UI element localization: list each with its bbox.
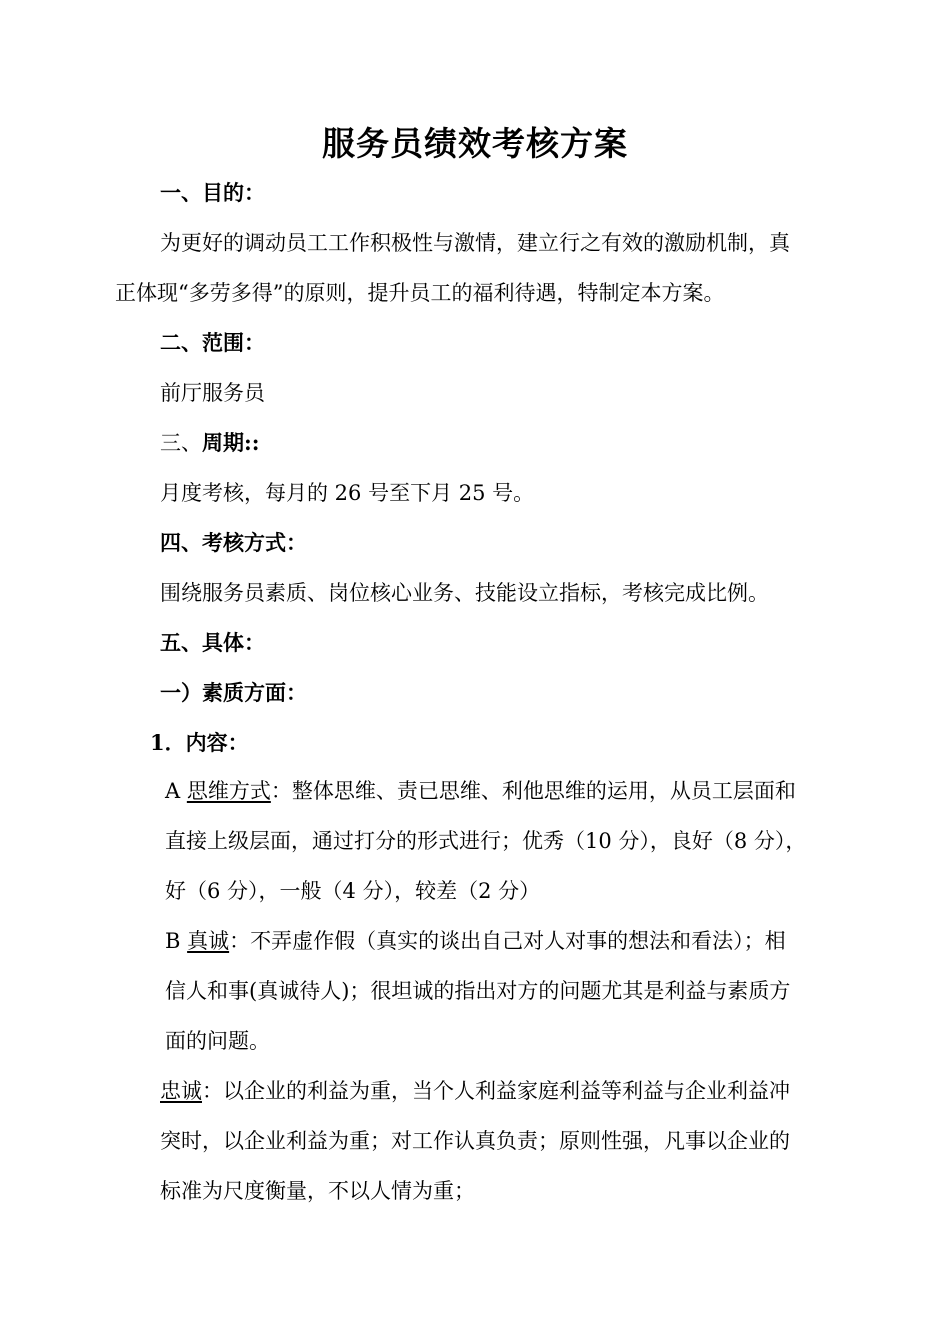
item-c-line-2: 突时，以企业利益为重；对工作认真负责；原则性强，凡事以企业的 — [160, 1129, 790, 1153]
item-c-line-3: 标准为尺度衡量，不以人情为重； — [160, 1179, 475, 1203]
item-b-text-1: ：不弄虚作假（真实的谈出自己对人对事的想法和看法）；相 — [229, 929, 786, 953]
item-c-text-1: ：以企业的利益为重，当个人利益家庭利益等利益与企业利益冲 — [202, 1079, 790, 1103]
item-c-line-1 — [160, 1076, 790, 1106]
section-1-line-1: 为更好的调动员工工作积极性与激情，建立行之有效的激励机制，真 — [160, 231, 790, 255]
item-a-line-2: 直接上级层面，通过打分的形式进行；优秀（10 分），良好（8 分）， — [165, 829, 807, 853]
item-c-term: 忠诚 — [160, 1079, 202, 1103]
item-b-term: 真诚 — [187, 929, 230, 953]
item-a-term: 思维方式 — [186, 779, 271, 803]
section-2-heading: 二、范围： — [160, 330, 265, 355]
item-b-line-1 — [165, 926, 786, 956]
section-1-line-2: 正体现“多劳多得”的原则，提升员工的福利待遇，特制定本方案。 — [115, 281, 725, 305]
section-3-heading-label: 周期:: — [202, 430, 260, 455]
section-1-heading: 一、目的： — [160, 180, 265, 205]
subsection-quality-heading: 一）素质方面： — [160, 680, 307, 705]
section-5-heading: 五、具体： — [160, 630, 265, 655]
item-b-prefix: B — [165, 929, 188, 953]
document-title: 服务员绩效考核方案 — [322, 124, 628, 163]
item-a-text-1: ：整体思维、责已思维、利他思维的运用，从员工层面和 — [270, 779, 796, 803]
item-a-line-1 — [165, 776, 796, 806]
item-b-line-3: 面的问题。 — [165, 1029, 270, 1053]
section-3-text: 月度考核，每月的 26 号至下月 25 号。 — [160, 481, 535, 505]
item-b-line-2: 信人和事(真诚待人)；很坦诚的指出对方的问题尤其是利益与素质方 — [165, 979, 791, 1003]
section-3-heading — [160, 428, 260, 458]
subsection-content-heading: 1．内容： — [150, 730, 249, 755]
section-4-heading: 四、考核方式： — [160, 530, 307, 555]
section-2-text: 前厅服务员 — [160, 381, 265, 405]
section-4-text: 围绕服务员素质、岗位核心业务、技能设立指标，考核完成比例。 — [160, 581, 769, 605]
item-a-prefix: A — [165, 779, 187, 803]
item-a-line-3: 好（6 分），一般（4 分），较差（2 分） — [165, 879, 541, 903]
section-3-heading-number: 三、 — [160, 431, 202, 455]
